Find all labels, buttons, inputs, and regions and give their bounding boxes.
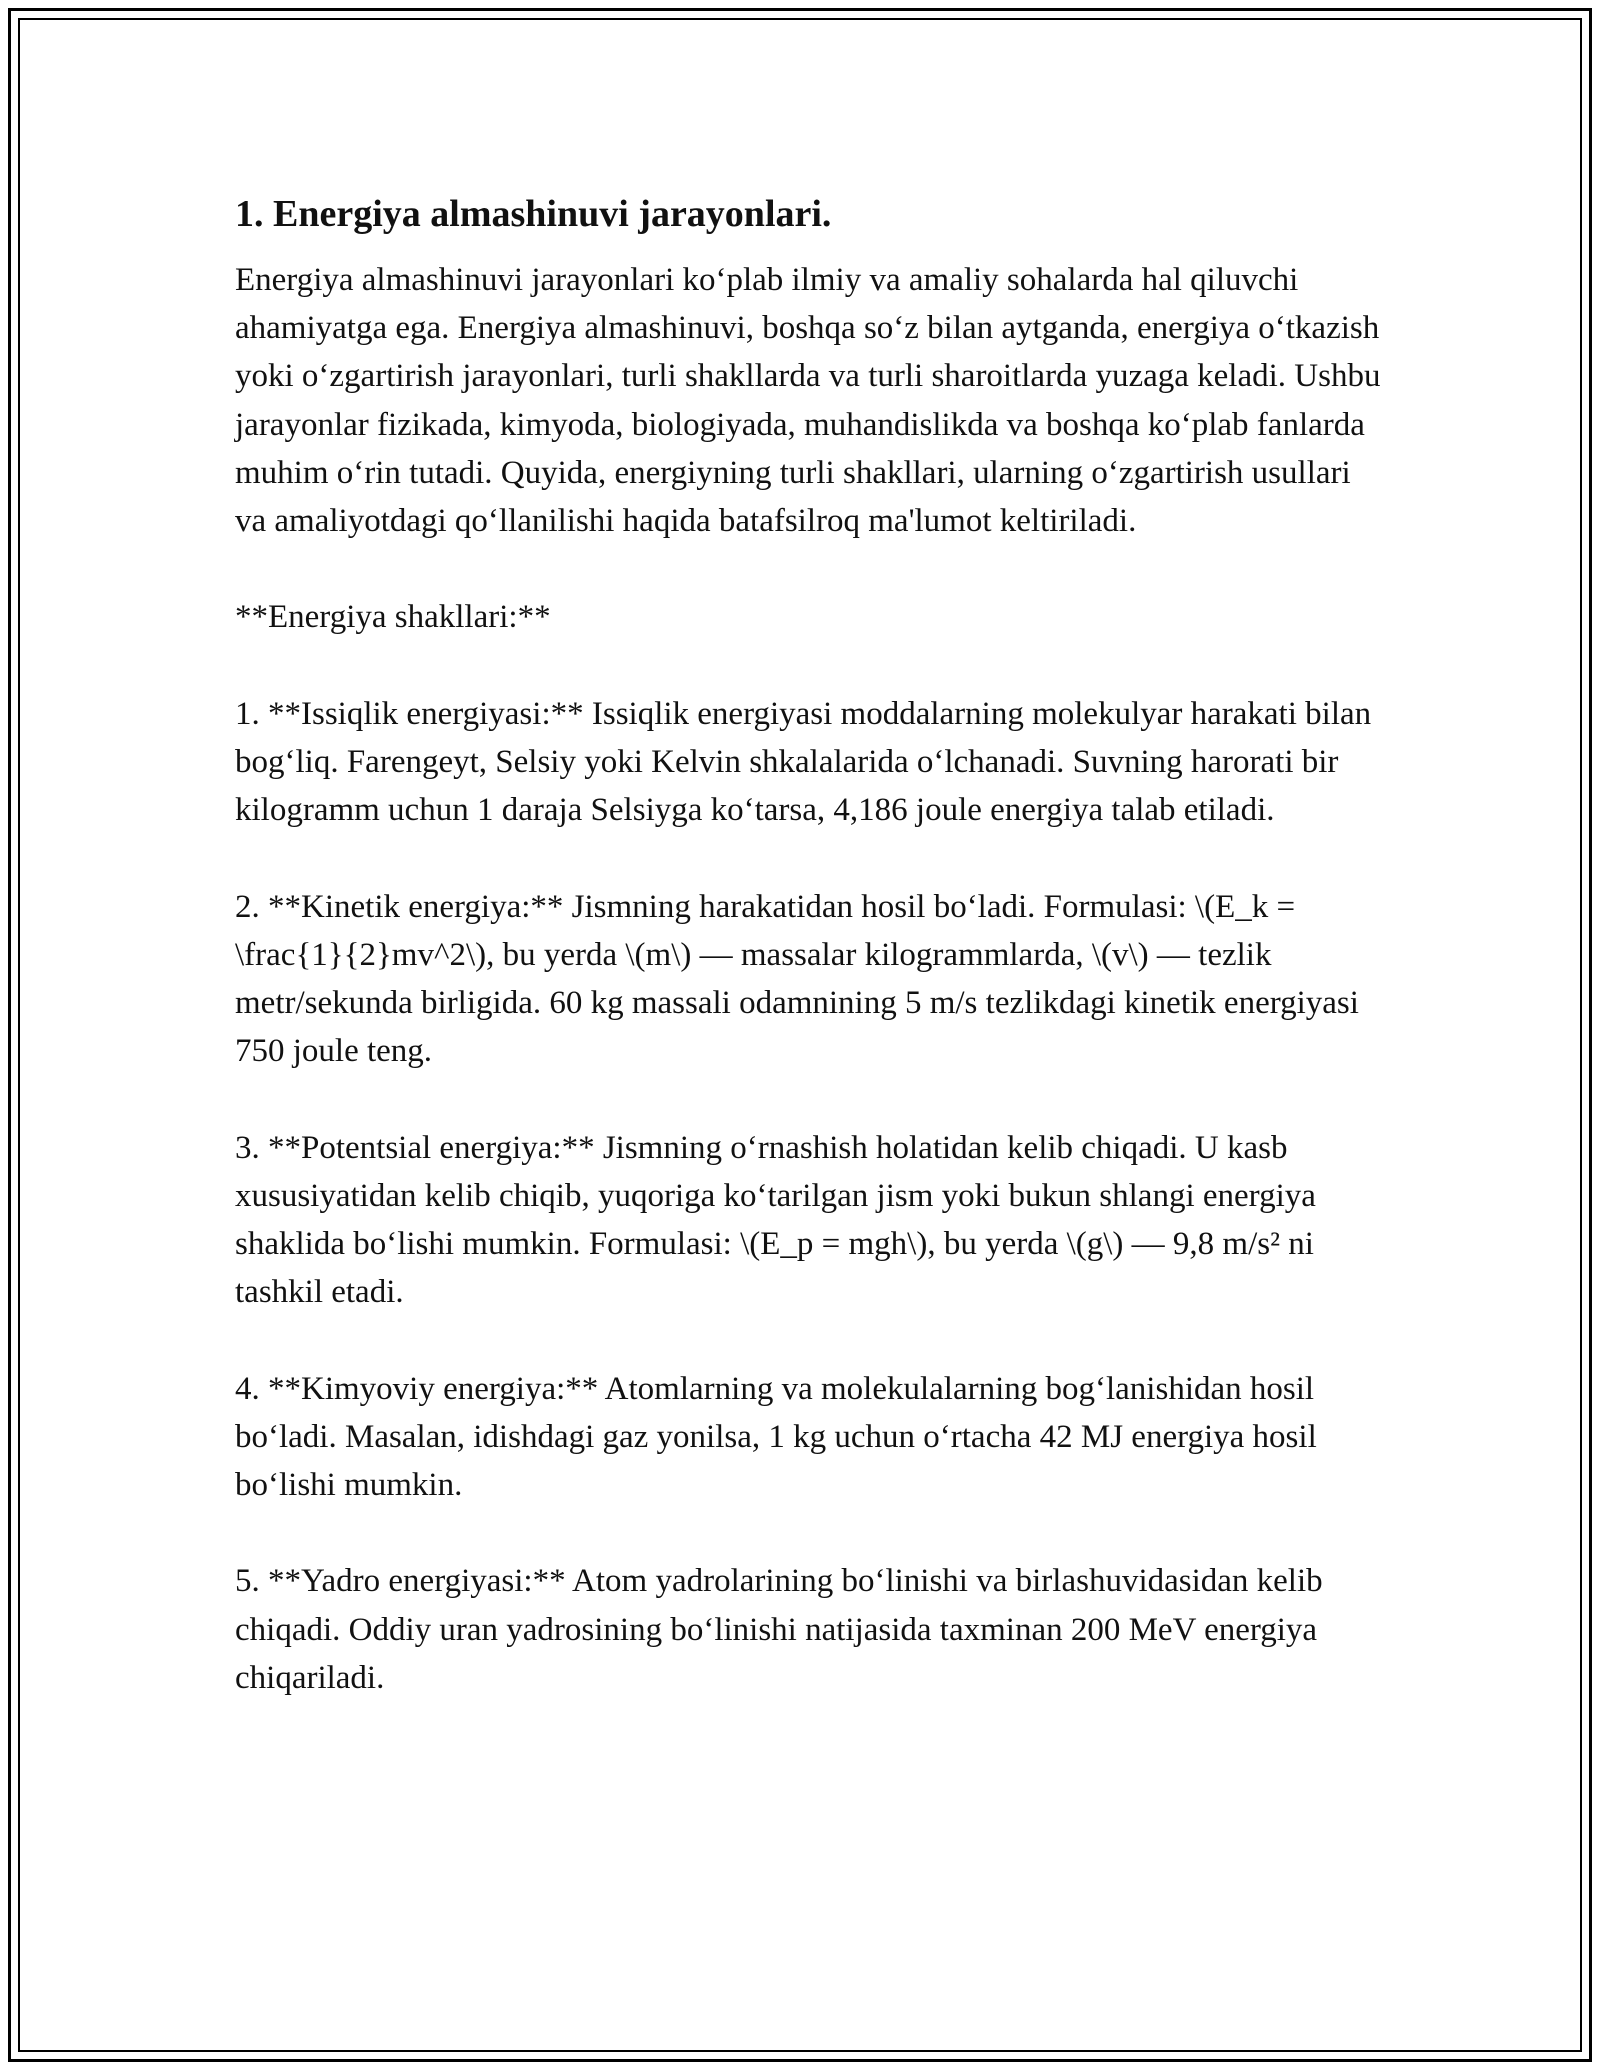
section-heading: 1. Energiya almashinuvi jarayonlari. bbox=[235, 193, 832, 235]
energy-forms-title: **Energiya shakllari:** bbox=[235, 599, 551, 636]
intro-paragraph: Energiya almashinuvi jarayonlari ko‘plab ilmiy va amaliy sohalarda hal qiluvchi ahamiyatga ega. Energiya almashinuvi, boshqa so‘z bilan aytganda, energiya o‘tkazish yoki o‘zgartirish jarayonlari, turli shakllarda va turli sharoitlarda yuzaga keladi. Ushbu jarayonlar fizikada, kimyoda, biologiyada, muhandislikda va boshqa ko‘plab fanlarda muhim o‘rin tutadi. Quyida, energiyning turli shakllari, ularning o‘zgartirish usullari va amaliyotdagi qo‘llanilishi haqida batafsilroq ma'lumot keltiriladi. bbox=[235, 262, 1381, 540]
list-item-chemical-energy: 4. **Kimyoviy energiya:** Atomlarning va molekulalarning bog‘lanishidan hosil bo‘ladi. Masalan, idishdagi gaz yonilsa, 1 kg uchun o‘rtacha 42 MJ energiya hosil bo‘lishi mumkin. bbox=[235, 1370, 1317, 1503]
list-item-kinetic-energy: 2. **Kinetik energiya:** Jismning harakatidan hosil bo‘ladi. Formulasi: \(E_k = \frac{1}{2}mv^2\), bu yerda \(m\) — massalar kilogrammlarda, \(v\) — tezlik metr/sekunda birligida. 60 kg massali odamnining 5 m/s tezlikdagi kinetik energiyasi 750 joule teng. bbox=[235, 888, 1359, 1070]
list-item-thermal-energy: 1. **Issiqlik energiyasi:** Issiqlik energiyasi moddalarning molekulyar harakati bilan bog‘liq. Farengeyt, Selsiy yoki Kelvin shkalalarida o‘lchanadi. Suvning harorati bir kilogramm uchun 1 daraja Selsiyga ko‘tarsa, 4,186 joule energiya talab etiladi. bbox=[235, 695, 1372, 829]
document-body bbox=[235, 188, 1385, 1702]
list-item-nuclear-energy: 5. **Yadro energiyasi:** Atom yadrolarining bo‘linishi va birlashuvidasidan kelib chiqadi. Oddiy uran yadrosining bo‘linishi natijasida taxminan 200 MeV energiya chiqariladi. bbox=[235, 1563, 1323, 1696]
list-item-potential-energy: 3. **Potentsial energiya:** Jismning o‘rnashish holatidan kelib chiqadi. U kasb xususiyatidan kelib chiqib, yuqoriga ko‘tarilgan jism yoki bukun shlangi energiya shaklida bo‘lishi mumkin. Formulasi: \(E_p = mgh\), bu yerda \(g\) — 9,8 m/s² ni tashkil etadi. bbox=[235, 1129, 1316, 1311]
